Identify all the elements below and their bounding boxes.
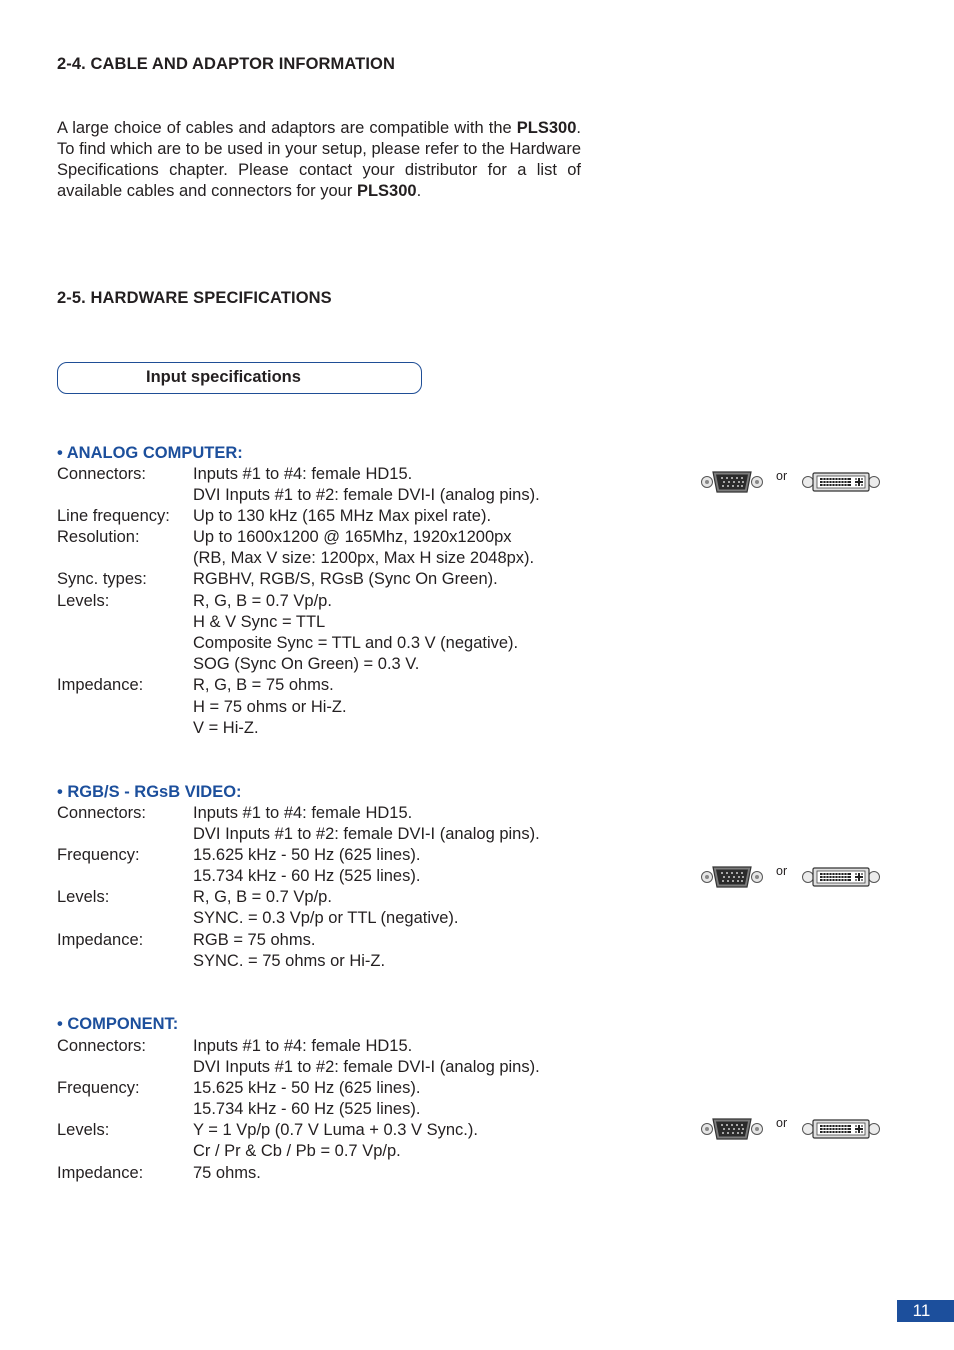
page-number: 11 bbox=[897, 1300, 954, 1322]
spec-row bbox=[57, 908, 617, 929]
spec-row bbox=[57, 464, 617, 485]
spec-value: V = Hi-Z. bbox=[193, 718, 259, 737]
spec-row bbox=[57, 1099, 617, 1120]
spec-label: Frequency: bbox=[57, 845, 140, 864]
connector-or-label: or bbox=[776, 1116, 788, 1130]
dvi-i-connector-icon bbox=[801, 469, 881, 495]
connector-or-label: or bbox=[776, 864, 788, 878]
spec-value: 15.625 kHz - 50 Hz (625 lines). bbox=[193, 1078, 421, 1097]
spec-value: 75 ohms. bbox=[193, 1163, 261, 1182]
spec-label: Levels: bbox=[57, 888, 110, 907]
analog-computer-title: • ANALOG COMPUTER: bbox=[57, 444, 243, 462]
dvi-i-connector-icon bbox=[801, 864, 881, 890]
spec-row bbox=[57, 675, 617, 696]
intro-text-2: . To find which are to be used in your setup, please refer to the Hardware Specifications chapter. Please contact your distributor for a list of available cables and connectors for your bbox=[57, 119, 581, 200]
spec-value: 15.734 kHz - 60 Hz (525 lines). bbox=[193, 1100, 421, 1119]
spec-row bbox=[57, 1078, 617, 1099]
spec-value: R, G, B = 75 ohms. bbox=[193, 676, 334, 695]
spec-value: Up to 1600x1200 @ 165Mhz, 1920x1200px bbox=[193, 528, 512, 547]
spec-value: DVI Inputs #1 to #2: female DVI-I (analog pins). bbox=[193, 485, 540, 504]
spec-row bbox=[57, 1057, 617, 1078]
spec-row bbox=[57, 654, 617, 675]
spec-value: R, G, B = 0.7 Vp/p. bbox=[193, 591, 332, 610]
spec-row bbox=[57, 824, 617, 845]
spec-row bbox=[57, 1036, 617, 1057]
spec-label: Frequency: bbox=[57, 1078, 140, 1097]
spec-value: Composite Sync = TTL and 0.3 V (negative). bbox=[193, 634, 519, 652]
hd15-connector-icon bbox=[700, 864, 764, 890]
component-connectors bbox=[700, 1116, 882, 1142]
spec-value: 15.625 kHz - 50 Hz (625 lines). bbox=[193, 845, 421, 864]
spec-row bbox=[57, 633, 617, 654]
spec-row bbox=[57, 1163, 617, 1184]
spec-row bbox=[57, 1141, 617, 1162]
spec-value: DVI Inputs #1 to #2: female DVI-I (analog pins). bbox=[193, 824, 540, 843]
spec-row bbox=[57, 548, 617, 569]
spec-value: RGB = 75 ohms. bbox=[193, 930, 316, 949]
spec-value: Inputs #1 to #4: female HD15. bbox=[193, 803, 413, 822]
spec-value: (RB, Max V size: 1200px, Max H size 2048px). bbox=[193, 549, 535, 568]
input-specifications-box bbox=[57, 362, 422, 394]
spec-value: SYNC. = 75 ohms or Hi-Z. bbox=[193, 951, 386, 970]
spec-row bbox=[57, 697, 617, 718]
spec-label: Connectors: bbox=[57, 1036, 146, 1055]
dvi-i-connector-icon bbox=[801, 1116, 881, 1142]
spec-value: H = 75 ohms or Hi-Z. bbox=[193, 697, 347, 716]
cable-intro-paragraph bbox=[57, 118, 581, 202]
section-heading-cable: 2-4. CABLE AND ADAPTOR INFORMATION bbox=[57, 55, 395, 73]
spec-value: Inputs #1 to #4: female HD15. bbox=[193, 1036, 413, 1055]
hd15-connector-icon bbox=[700, 1116, 764, 1142]
spec-row bbox=[57, 527, 617, 548]
spec-label: Levels: bbox=[57, 1121, 110, 1140]
intro-text-1: A large choice of cables and adaptors are compatible with the bbox=[57, 119, 517, 137]
spec-value: H & V Sync = TTL bbox=[193, 612, 326, 631]
component-spec-list bbox=[57, 1036, 617, 1184]
rgbs-spec-list bbox=[57, 803, 617, 973]
spec-label: Levels: bbox=[57, 591, 110, 610]
rgbs-connectors bbox=[700, 864, 882, 890]
spec-value: DVI Inputs #1 to #2: female DVI-I (analog pins). bbox=[193, 1057, 540, 1076]
spec-row bbox=[57, 569, 617, 590]
spec-label: Impedance: bbox=[57, 1163, 144, 1182]
spec-label: Resolution: bbox=[57, 528, 140, 547]
spec-label: Impedance: bbox=[57, 676, 144, 695]
spec-row bbox=[57, 506, 617, 527]
spec-label: Impedance: bbox=[57, 930, 144, 949]
spec-value: SYNC. = 0.3 Vp/p or TTL (negative). bbox=[193, 909, 459, 928]
spec-label: Connectors: bbox=[57, 803, 146, 822]
spec-value: Inputs #1 to #4: female HD15. bbox=[193, 464, 413, 483]
spec-value: RGBHV, RGB/S, RGsB (Sync On Green). bbox=[193, 570, 498, 589]
component-title: • COMPONENT: bbox=[57, 1015, 179, 1033]
product-name: PLS300 bbox=[516, 119, 577, 137]
rgbs-video-title: • RGB/S - RGsB VIDEO: bbox=[57, 783, 242, 801]
spec-label: Connectors: bbox=[57, 464, 146, 483]
spec-value: Y = 1 Vp/p (0.7 V Luma + 0.3 V Sync.). bbox=[193, 1121, 478, 1140]
spec-row bbox=[57, 612, 617, 633]
analog-connectors bbox=[700, 469, 882, 495]
spec-row bbox=[57, 887, 617, 908]
spec-row bbox=[57, 951, 617, 972]
spec-row bbox=[57, 930, 617, 951]
analog-spec-list bbox=[57, 464, 617, 739]
product-name: PLS300 bbox=[356, 182, 417, 200]
spec-row bbox=[57, 1120, 617, 1141]
spec-value: SOG (Sync On Green) = 0.3 V. bbox=[193, 655, 420, 674]
spec-row bbox=[57, 845, 617, 866]
spec-label: Line frequency: bbox=[57, 506, 170, 525]
spec-value: Cr / Pr & Cb / Pb = 0.7 Vp/p. bbox=[193, 1142, 401, 1161]
input-specifications-label: Input specifications bbox=[146, 368, 301, 386]
spec-row bbox=[57, 591, 617, 612]
hd15-connector-icon bbox=[700, 469, 764, 495]
spec-row bbox=[57, 803, 617, 824]
spec-value: R, G, B = 0.7 Vp/p. bbox=[193, 888, 332, 907]
intro-text-3: . bbox=[416, 182, 422, 200]
spec-value: 15.734 kHz - 60 Hz (525 lines). bbox=[193, 867, 421, 886]
spec-row bbox=[57, 485, 617, 506]
spec-row bbox=[57, 866, 617, 887]
section-heading-hardware: 2-5. HARDWARE SPECIFICATIONS bbox=[57, 289, 332, 307]
spec-value: Up to 130 kHz (165 MHz Max pixel rate). bbox=[193, 506, 492, 525]
spec-label: Sync. types: bbox=[57, 570, 147, 589]
spec-row bbox=[57, 718, 617, 739]
connector-or-label: or bbox=[776, 469, 788, 483]
